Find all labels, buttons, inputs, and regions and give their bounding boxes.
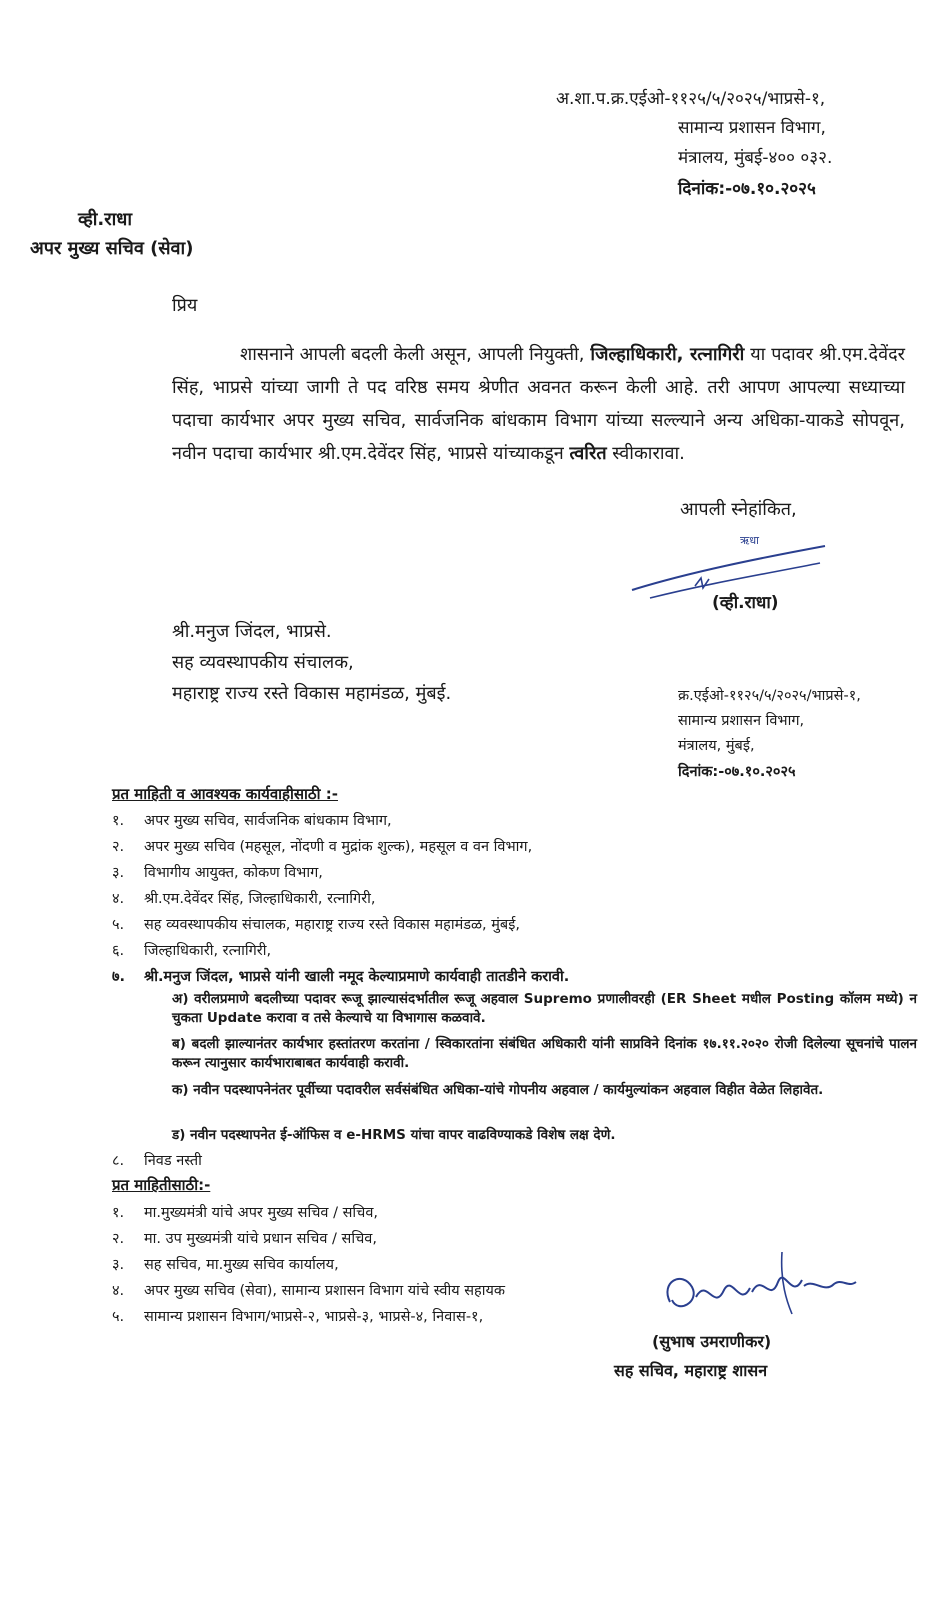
svg-text:ऋधा: ऋधा bbox=[740, 534, 759, 547]
office-ref-department: सामान्य प्रशासन विभाग, bbox=[678, 713, 805, 729]
sender-signature-name: (व्ही.राधा) bbox=[712, 593, 779, 613]
list-item: २. अपर मुख्य सचिव (महसूल, नोंदणी व मुद्रांक शुल्क), महसूल व वन विभाग, bbox=[112, 839, 533, 855]
copy-info-title: प्रत माहितीसाठी:- bbox=[112, 1176, 211, 1194]
office-ref-place: मंत्रालय, मुंबई, bbox=[678, 738, 755, 754]
sender-designation: अपर मुख्य सचिव (सेवा) bbox=[30, 238, 194, 259]
sub-item-a: अ) वरीलप्रमाणे बदलीच्या पदावर रूजू झाल्यासंदर्भातील रूजू अहवाल Supremo प्रणालीवरही (ER Sheet मधील Posting कॉलम मध्ये) न चुकता Update करावा व तसे केल्याचे या विभागास कळवावे. bbox=[172, 991, 917, 1026]
addressee-designation: सह व्यवस्थापकीय संचालक, bbox=[172, 652, 354, 673]
closing: आपली स्नेहांकित, bbox=[680, 499, 797, 520]
signatory-designation: सह सचिव, महाराष्ट्र शासन bbox=[614, 1361, 768, 1380]
list-item: ४. अपर मुख्य सचिव (सेवा), सामान्य प्रशासन विभाग यांचे स्वीय सहायक bbox=[112, 1283, 506, 1299]
sub-item-d: ड) नवीन पदस्थापनेत ई-ऑफिस व e-HRMS यांचा वापर वाढविण्याकडे विशेष लक्ष देणे. bbox=[172, 1127, 616, 1143]
sub-item-b: ब) बदली झाल्यानंतर कार्यभार हस्तांतरण करतांना / स्विकारतांना संबंधित अधिकारी यांनी साप्रविने दिनांक १७.११.२०२० रोजी दिलेल्या सूचनांचे पालन करून त्यानुसार कार्यभाराबाबत कार्यवाही करावी. bbox=[172, 1036, 917, 1071]
list-item: १. अपर मुख्य सचिव, सार्वजनिक बांधकाम विभाग, bbox=[112, 813, 392, 829]
list-item: ३. सह सचिव, मा.मुख्य सचिव कार्यालय, bbox=[112, 1257, 339, 1273]
list-item: ७. श्री.मनुज जिंदल, भाप्रसे यांनी खाली नमूद केल्याप्रमाणे कार्यवाही तातडीने करावी. bbox=[112, 969, 570, 985]
header-department: सामान्य प्रशासन विभाग, bbox=[678, 118, 826, 138]
header-date: दिनांक:-०७.१०.२०२५ bbox=[678, 179, 816, 199]
body-bold-posting: जिल्हाधिकारी, रत्नागिरी bbox=[590, 344, 745, 365]
list-item: ३. विभागीय आयुक्त, कोकण विभाग, bbox=[112, 865, 323, 881]
list-item: २. मा. उप मुख्यमंत्री यांचे प्रधान सचिव / सचिव, bbox=[112, 1231, 377, 1247]
list-item: ५. सामान्य प्रशासन विभाग/भाप्रसे-२, भाप्रसे-३, भाप्रसे-४, निवास-१, bbox=[112, 1309, 484, 1325]
body-bold-urgent: त्वरित bbox=[569, 443, 607, 464]
copy-action-title: प्रत माहिती व आवश्यक कार्यवाहीसाठी :- bbox=[112, 785, 338, 803]
addressee-name: श्री.मनुज जिंदल, भाप्रसे. bbox=[172, 621, 332, 642]
signatory-signature bbox=[652, 1242, 862, 1332]
list-item: ५. सह व्यवस्थापकीय संचालक, महाराष्ट्र राज्य रस्ते विकास महामंडळ, मुंबई, bbox=[112, 917, 520, 933]
header-address: मंत्रालय, मुंबई-४०० ०३२. bbox=[678, 148, 833, 168]
signatory-name: (सुभाष उमराणीकर) bbox=[652, 1332, 772, 1351]
addressee-office: महाराष्ट्र राज्य रस्ते विकास महामंडळ, मुंबई. bbox=[172, 683, 452, 704]
salutation: प्रिय bbox=[172, 295, 198, 316]
ref-number: अ.शा.प.क्र.एईओ-११२५/५/२०२५/भाप्रसे-१, bbox=[556, 89, 826, 109]
list-item: ६. जिल्हाधिकारी, रत्नागिरी, bbox=[112, 943, 272, 959]
list-item: ४. श्री.एम.देवेंदर सिंह, जिल्हाधिकारी, रत्नागिरी, bbox=[112, 891, 376, 907]
office-ref-number: क्र.एईओ-११२५/५/२०२५/भाप्रसे-१, bbox=[678, 688, 861, 704]
list-item: १. मा.मुख्यमंत्री यांचे अपर मुख्य सचिव / सचिव, bbox=[112, 1205, 379, 1221]
office-ref-date: दिनांक:-०७.१०.२०२५ bbox=[678, 764, 796, 780]
list-item: ८. निवड नस्ती bbox=[112, 1153, 202, 1169]
body-paragraph: शासनाने आपली बदली केली असून, आपली नियुक्ती, जिल्हाधिकारी, रत्नागिरी या पदावर श्री.एम.देवेंदर सिंह, भाप्रसे यांच्या जागी ते पद वरिष्ठ समय श्रेणीत अवनत करून केली आहे. तरी आपण आपल्या सध्याच्या पदाचा कार्यभार अपर मुख्य सचिव, सार्वजनिक बांधकाम विभाग यांच्या सल्ल्याने अन्य अधिका-याकडे सोपवून, नवीन पदाचा कार्यभार श्री.एम.देवेंदर सिंह, भाप्रसे यांच्याकडून त्वरित स्वीकारावा. bbox=[172, 344, 905, 464]
sender-name: व्ही.राधा bbox=[78, 209, 133, 230]
sub-item-c: क) नवीन पदस्थापनेनंतर पूर्वीच्या पदावरील सर्वसंबंधित अधिका-यांचे गोपनीय अहवाल / कार्यमुल्यांकन अहवाल विहीत वेळेत लिहावेत. bbox=[172, 1082, 824, 1098]
